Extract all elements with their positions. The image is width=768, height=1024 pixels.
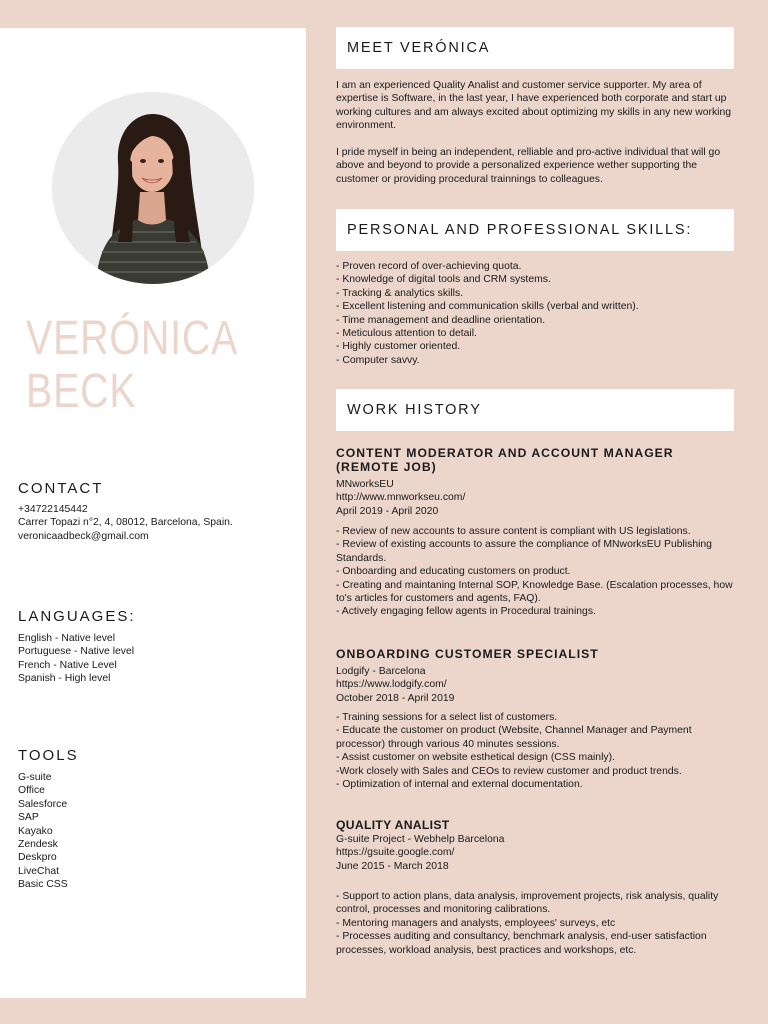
list-item: - Processes auditing and consultancy, benchmark analysis, end-user satisfaction processes, workload analysis, best practices and workshops, etc. xyxy=(336,931,707,956)
job-dates: April 2019 - April 2020 xyxy=(336,505,439,517)
contact-phone: +34722145442 xyxy=(18,504,88,515)
job-url: http://www.mnworkseu.com/ xyxy=(336,492,466,504)
tools-heading: TOOLS xyxy=(18,747,79,764)
list-item: - Optimization of internal and external documentation. xyxy=(336,779,583,791)
work-section-header xyxy=(336,389,734,431)
job-title: CONTENT MODERATOR AND ACCOUNT MANAGER (REMOTE JOB) xyxy=(336,446,674,474)
list-item: - Assist customer on website esthetical design (CSS mainly). xyxy=(336,752,615,764)
list-item: - Excellent listening and communication skills (verbal and written). xyxy=(336,301,639,313)
job-meta xyxy=(336,833,734,873)
list-item: SAP xyxy=(18,812,39,824)
list-item: - Knowledge of digital tools and CRM systems. xyxy=(336,274,551,286)
job-duties xyxy=(336,711,734,791)
list-item: - Educate the customer on product (Website, Channel Manager and Payment processor) through various 40 minutes sessions. xyxy=(336,725,692,750)
skills-list xyxy=(336,260,734,367)
contact-address: Carrer Topazi n°2, 4, 08012, Barcelona, Spain. xyxy=(18,517,233,529)
job-company: G-suite Project - Webhelp Barcelona xyxy=(336,834,505,845)
job-duties xyxy=(336,890,734,957)
contact-heading: CONTACT xyxy=(18,480,104,497)
section-title: MEET VERÓNICA xyxy=(347,40,491,56)
list-item: English - Native level xyxy=(18,633,116,644)
job-company: MNworksEU xyxy=(336,479,394,490)
list-item: French - Native Level xyxy=(18,659,117,671)
meet-summary xyxy=(336,79,734,186)
list-item: Spanish - High level xyxy=(18,673,111,685)
job-dates: October 2018 - April 2019 xyxy=(336,692,455,704)
job-dates: June 2015 - March 2018 xyxy=(336,860,449,872)
job-title: QUALITY ANALIST xyxy=(336,818,450,832)
tools-list xyxy=(18,771,68,892)
list-item: Office xyxy=(18,785,45,797)
list-item: Deskpro xyxy=(18,852,57,864)
job-title: ONBOARDING CUSTOMER SPECIALIST xyxy=(336,647,599,661)
list-item: - Highly customer oriented. xyxy=(336,341,461,353)
list-item: G-suite xyxy=(18,772,52,783)
list-item: -Work closely with Sales and CEOs to review customer and product trends. xyxy=(336,765,682,777)
list-item: Portuguese - Native level xyxy=(18,646,135,658)
list-item: - Onboarding and educating customers on product. xyxy=(336,566,571,578)
profile-name xyxy=(26,312,247,418)
list-item: - Training sessions for a select list of customers. xyxy=(336,712,558,723)
languages-list xyxy=(18,632,134,686)
job-url: https://www.lodgify.com/ xyxy=(336,679,447,691)
list-item: - Time management and deadline orientation. xyxy=(336,314,546,326)
list-item: - Review of new accounts to assure content is compliant with US legislations. xyxy=(336,526,691,537)
section-title: WORK HISTORY xyxy=(347,402,482,418)
first-name: VERÓNICA xyxy=(26,312,239,365)
contact-details xyxy=(18,503,233,543)
list-item: - Computer savvy. xyxy=(336,354,420,366)
summary-paragraph: I am an experienced Quality Analist and customer service supporter. My area of expertise is Software, in the last year, I have experienced both corporate and start up working cultures and am always excited about optimizing my skills in any new working environment. xyxy=(336,80,732,132)
list-item: - Meticulous attention to detail. xyxy=(336,328,477,340)
job-company: Lodgify - Barcelona xyxy=(336,666,426,677)
list-item: - Mentoring managers and analysts, employees' surveys, etc xyxy=(336,917,616,929)
last-name: BECK xyxy=(26,365,137,418)
job-meta xyxy=(336,665,734,705)
section-title: PERSONAL AND PROFESSIONAL SKILLS: xyxy=(347,222,693,238)
list-item: - Creating and maintaning Internal SOP, Knowledge Base. (Escalation processes, how to's articles for customers and agents, FAQ). xyxy=(336,579,733,605)
list-item: - Support to action plans, data analysis, improvement projects, risk analysis, quality control, processes and monitoring calibrations. xyxy=(336,891,719,916)
list-item: Basic CSS xyxy=(18,879,68,891)
list-item: Salesforce xyxy=(18,798,68,810)
portrait-photo-icon xyxy=(52,92,254,284)
list-item: - Actively engaging fellow agents in Procedural trainings. xyxy=(336,606,596,618)
job-duties xyxy=(336,525,734,619)
list-item: - Proven record of over-achieving quota. xyxy=(336,261,522,272)
job-meta xyxy=(336,478,734,518)
list-item: Zendesk xyxy=(18,839,58,851)
languages-heading: LANGUAGES: xyxy=(18,608,136,625)
contact-email: veronicaadbeck@gmail.com xyxy=(18,530,149,542)
list-item: - Review of existing accounts to assure the compliance of MNworksEU Publishing Standards. xyxy=(336,539,712,564)
summary-paragraph: I pride myself in being an independent, relliable and pro-active individual that will go above and beyond to provide a personalized experience wether supporting the customer or providing procedural trainnings to colleagues. xyxy=(336,147,721,185)
list-item: Kayako xyxy=(18,825,53,837)
list-item: - Tracking & analytics skills. xyxy=(336,287,464,299)
list-item: LiveChat xyxy=(18,865,60,877)
skills-section-header xyxy=(336,209,734,251)
profile-photo xyxy=(52,92,254,284)
meet-section-header xyxy=(336,27,734,69)
job-url: https://gsuite.google.com/ xyxy=(336,847,455,859)
